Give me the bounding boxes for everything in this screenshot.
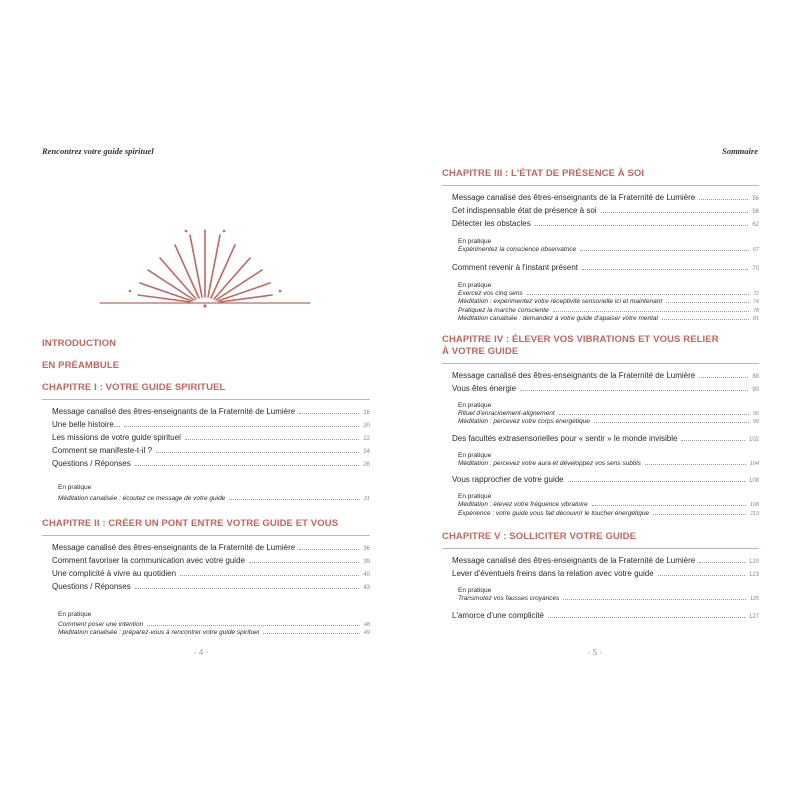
chapter-3-title[interactable]: CHAPITRE III : L'ÉTAT DE PRÉSENCE À SOI — [442, 168, 759, 186]
practice-block — [442, 492, 759, 518]
toc-entry[interactable]: Message canalisé des êtres-enseignants de la Fraternité de Lumière 16 — [52, 407, 370, 416]
toc-entry[interactable]: Lever d'éventuels freins dans la relation avec votre guide 123 — [452, 569, 759, 578]
practice-block — [42, 483, 370, 504]
chapter-4-title-line1: CHAPITRE IV : ÉLEVER VOS VIBRATIONS ET VOUS RELIER — [442, 333, 719, 345]
practice-entry[interactable]: Méditation : percevez votre corps énergétique 99 — [458, 418, 759, 425]
chapter-1-title[interactable]: CHAPITRE I : VOTRE GUIDE SPIRITUEL — [42, 382, 370, 400]
practice-label: En pratique — [458, 238, 492, 245]
chapter-2-entries — [42, 542, 370, 594]
toc-entry[interactable]: Message canalisé des êtres-enseignants de la Fraternité de Lumière 36 — [52, 542, 370, 552]
section-introduction[interactable]: INTRODUCTION — [42, 338, 117, 349]
right-page — [400, 0, 800, 800]
toc-entry[interactable]: L'amorce d'une complicité 127 — [452, 610, 759, 620]
chapter-4-title-line2: À VOTRE GUIDE — [442, 345, 519, 357]
toc-entry[interactable]: Comment se manifeste-t-il ? 24 — [52, 446, 370, 455]
practice-entry[interactable]: Expérience : votre guide vous fait découvrir le toucher énergétique 113 — [458, 509, 759, 517]
practice-entry[interactable]: Méditation canalisée : écoutez ce message de votre guide 31 — [58, 495, 370, 502]
practice-entry[interactable]: Expérimentez la conscience observatrice 67 — [458, 246, 759, 253]
practice-block — [442, 237, 759, 255]
chapter-2-title[interactable]: CHAPITRE II : CRÉER UN PONT ENTRE VOTRE GUIDE ET VOUS — [42, 518, 370, 536]
practice-block — [442, 586, 759, 604]
toc-entry[interactable]: Cet indispensable état de présence à soi 58 — [452, 206, 759, 215]
toc-entry[interactable]: Message canalisé des êtres-enseignants de la Fraternité de Lumière 88 — [452, 370, 759, 380]
practice-block — [442, 451, 759, 469]
practice-entry[interactable]: Méditation : élevez votre fréquence vibratoire 108 — [458, 501, 759, 508]
practice-block — [442, 281, 759, 324]
toc-entry[interactable]: Comment favoriser la communication avec votre guide 39 — [52, 555, 370, 565]
practice-entry[interactable]: Exercez vos cinq sens 72 — [458, 289, 759, 297]
practice-entry[interactable]: Méditation : percevez votre aura et développez vos sens subtils 104 — [458, 459, 759, 467]
toc-entry[interactable]: Des facultés extrasensorielles pour « sentir » le monde invisible 102 — [452, 433, 759, 443]
practice-label: En pratique — [458, 281, 492, 289]
toc-entry[interactable]: Vous êtes énergie 90 — [452, 383, 759, 393]
page-number: - 5 - — [588, 648, 603, 657]
practice-label: En pratique — [58, 610, 92, 618]
chapter-5-title[interactable]: CHAPITRE V : SOLLICITER VOTRE GUIDE — [442, 531, 759, 549]
practice-block — [442, 401, 759, 427]
toc-entry[interactable]: Détecter les obstacles 62 — [452, 219, 759, 228]
toc-entry[interactable]: Comment revenir à l'instant présent 70 — [452, 262, 759, 272]
toc-entry[interactable]: Les missions de votre guide spirituel 22 — [52, 433, 370, 442]
practice-entry[interactable]: Méditation canalisée : demandez à votre guide d'apaiser votre mental 81 — [458, 315, 759, 322]
page-number: - 4 - — [194, 648, 209, 657]
toc-entry[interactable]: Questions / Réponses 26 — [52, 459, 370, 468]
chapter-1-entries — [42, 406, 370, 471]
running-head: Sommaire — [722, 146, 758, 156]
practice-label: En pratique — [58, 484, 92, 491]
practice-label: En pratique — [458, 401, 492, 409]
practice-entry[interactable]: Pratiquez la marche consciente 78 — [458, 306, 759, 314]
practice-entry[interactable]: Méditation : expérimentez votre réceptivité sensorielle ici et maintenant 74 — [458, 298, 759, 305]
running-head: Rencontrez votre guide spirituel — [42, 146, 154, 156]
practice-entry[interactable]: Rituel d'enracinement-alignement 96 — [458, 409, 759, 417]
toc-entry[interactable]: Message canalisé des êtres-enseignants de la Fraternité de Lumière 120 — [452, 556, 759, 565]
practice-block — [42, 610, 370, 638]
toc-entry[interactable]: Vous rapprocher de votre guide 108 — [452, 475, 759, 484]
table-of-contents-left — [42, 338, 370, 638]
practice-entry[interactable]: Comment poser une intention 48 — [58, 620, 370, 628]
toc-entry[interactable]: Une belle histoire... 20 — [52, 420, 370, 429]
toc-entry[interactable]: Message canalisé des êtres-enseignants de la Fraternité de Lumière 56 — [452, 193, 759, 202]
toc-entry[interactable]: Une complicité à vivre au quotidien 40 — [52, 568, 370, 578]
practice-entry[interactable]: Méditation canalisée : préparez-vous à rencontrer votre guide spirituel 49 — [58, 629, 370, 636]
chapter-4-title[interactable] — [442, 334, 759, 364]
practice-label: En pratique — [458, 451, 492, 459]
toc-entry[interactable]: Questions / Réponses 43 — [52, 581, 370, 591]
practice-entry[interactable]: Transmutez vos fausses croyances 125 — [458, 595, 759, 602]
practice-label: En pratique — [458, 587, 492, 594]
practice-label: En pratique — [458, 493, 492, 500]
table-of-contents-right — [442, 168, 759, 623]
sunburst-ornament-icon — [90, 225, 320, 310]
section-preamble[interactable]: EN PRÉAMBULE — [42, 360, 120, 371]
